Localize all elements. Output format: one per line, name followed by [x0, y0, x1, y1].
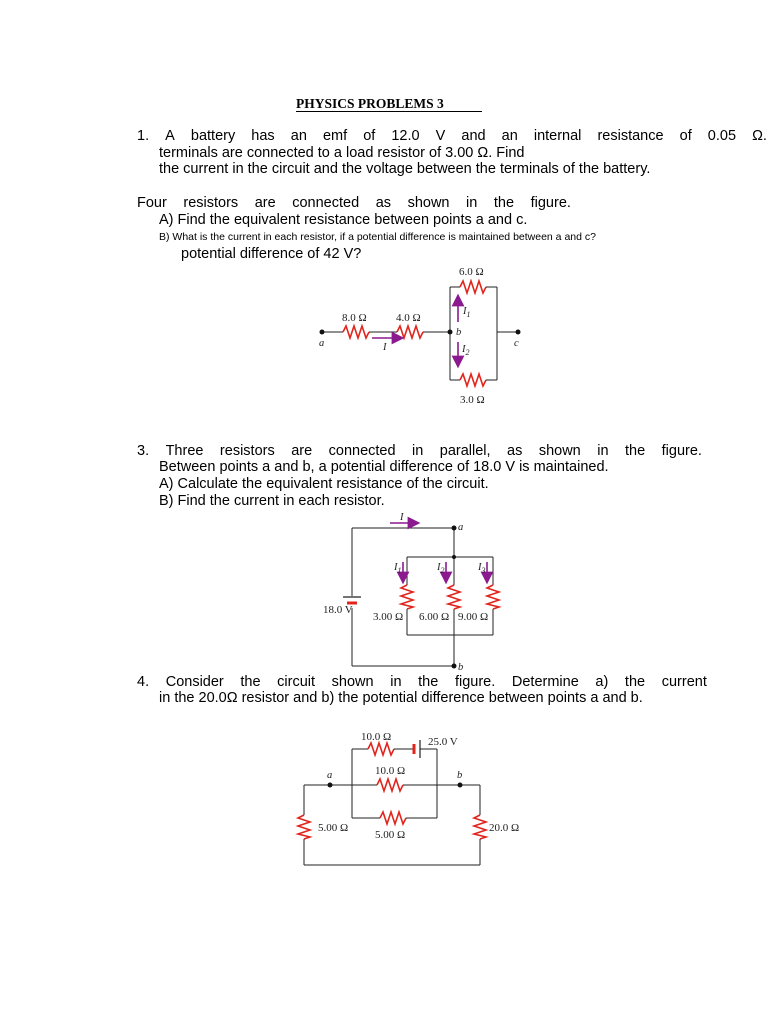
node-b: [448, 330, 453, 335]
word: current: [661, 674, 707, 690]
word: Determine: [511, 674, 579, 690]
word: emf: [322, 128, 348, 144]
word: in: [390, 674, 402, 690]
label-b: b: [456, 327, 462, 338]
label-top-10ohm: 10.0 Ω: [361, 731, 392, 743]
p2-line2: A) Find the equivalent resistance between points a and c.: [159, 212, 528, 228]
word: 4.: [137, 674, 150, 690]
label-right-20ohm: 20.0 Ω: [489, 822, 520, 834]
word: internal: [533, 128, 582, 144]
word: in: [597, 443, 609, 459]
label-I: I: [400, 512, 404, 523]
node-a: [320, 330, 325, 335]
label-8ohm: 8.0 Ω: [342, 312, 367, 324]
label-emf: 25.0 V: [428, 736, 458, 748]
word: figure.: [661, 443, 702, 459]
word: 1.: [137, 128, 150, 144]
word: are: [291, 443, 313, 459]
resistor-mid-10ohm: [377, 779, 403, 791]
word: the: [418, 674, 439, 690]
word: connected: [328, 443, 396, 459]
label-b: b: [458, 662, 464, 673]
p3-line4: B) Find the current in each resistor.: [159, 493, 385, 509]
label-a: a: [458, 522, 464, 533]
label-I: I: [383, 342, 387, 353]
label-6ohm: 6.00 Ω: [419, 611, 450, 623]
word: the: [493, 195, 515, 211]
word: are: [254, 195, 276, 211]
label-a: a: [319, 338, 325, 349]
word: has: [251, 128, 275, 144]
p4-line2: in the 20.0Ω resistor and b) the potential difference between points a and b.: [159, 690, 643, 706]
word: shown: [538, 443, 581, 459]
node-b: [452, 664, 457, 669]
resistor-bot-5ohm: [380, 812, 406, 824]
word: figure.: [454, 674, 496, 690]
word: figure.: [530, 195, 571, 211]
word: resistors: [183, 195, 239, 211]
label-a: a: [327, 770, 333, 781]
word: a): [595, 674, 609, 690]
p2-line4: potential difference of 42 V?: [181, 246, 362, 262]
word: battery: [190, 128, 236, 144]
label-I2: $I_2$: [462, 344, 470, 357]
word: Consider: [165, 674, 224, 690]
resistor-right-20ohm: [474, 815, 486, 839]
word: an: [290, 128, 307, 144]
word: resistance: [597, 128, 664, 144]
node-c: [516, 330, 521, 335]
word: Four: [137, 195, 167, 211]
label-I3: $I_3$: [478, 562, 486, 575]
word: of: [679, 128, 692, 144]
node-a: [328, 783, 333, 788]
node-a: [452, 526, 457, 531]
resistor-9ohm-parallel: [487, 585, 499, 609]
figure-four-resistors: [319, 266, 521, 406]
resistor-3ohm-parallel: [401, 585, 413, 609]
node-b: [458, 783, 463, 788]
resistor-left-5ohm: [298, 815, 310, 839]
word: in: [412, 443, 424, 459]
resistor-4ohm: [397, 326, 423, 338]
word: as: [507, 443, 523, 459]
label-6ohm: 6.0 Ω: [459, 266, 484, 278]
label-9ohm: 9.00 Ω: [458, 611, 489, 623]
label-3ohm: 3.0 Ω: [460, 394, 485, 406]
word: circuit: [277, 674, 316, 690]
p3-line3: A) Calculate the equivalent resistance of the circuit.: [159, 476, 489, 492]
label-bot-5ohm: 5.00 Ω: [375, 829, 406, 841]
label-I1: $I_1$: [463, 306, 471, 319]
label-mid-10ohm: 10.0 Ω: [375, 765, 406, 777]
label-I1: $I_1$: [394, 562, 402, 575]
word: V: [435, 128, 446, 144]
resistor-6ohm-parallel: [448, 585, 460, 609]
label-3ohm: 3.00 Ω: [373, 611, 404, 623]
label-I2: $I_2$: [437, 562, 445, 575]
label-left-5ohm: 5.00 Ω: [318, 822, 349, 834]
word: the: [240, 674, 261, 690]
word: in: [466, 195, 478, 211]
word: and: [461, 128, 486, 144]
word: resistors: [219, 443, 275, 459]
label-c: c: [514, 338, 519, 349]
figure-parallel-resistors: [323, 512, 499, 673]
page-title: PHYSICS PROBLEMS 3: [296, 96, 444, 111]
word: 12.0: [391, 128, 420, 144]
word: A: [165, 128, 175, 144]
label-emf: 18.0 V: [323, 604, 353, 616]
label-b: b: [457, 770, 463, 781]
p1-line2: terminals are connected to a load resistor of 3.00 Ω. Find: [159, 145, 525, 161]
p3-line2: Between points a and b, a potential difference of 18.0 V is maintained.: [159, 459, 609, 475]
resistor-6ohm: [460, 281, 486, 293]
label-4ohm: 4.0 Ω: [396, 312, 421, 324]
word: the: [624, 674, 646, 690]
junction-top: [452, 555, 456, 559]
p2-line3: B) What is the current in each resistor, if a potential difference is maintained between a and c?: [159, 231, 596, 243]
word: the: [624, 443, 646, 459]
figure-mixed-circuit: [298, 731, 519, 865]
p1-line3: the current in the circuit and the voltage between the terminals of the battery.: [159, 161, 651, 177]
word: parallel,: [439, 443, 491, 459]
word: 0.05: [707, 128, 737, 144]
word: of: [363, 128, 376, 144]
word: 3.: [137, 443, 150, 459]
word: Three: [165, 443, 204, 459]
resistor-top-10ohm: [368, 743, 394, 755]
word: shown: [407, 195, 450, 211]
word: Ω.: [752, 128, 767, 144]
word: shown: [331, 674, 374, 690]
resistor-3ohm: [460, 374, 486, 386]
resistor-8ohm: [343, 326, 369, 338]
word: connected: [292, 195, 360, 211]
word: an: [501, 128, 518, 144]
word: as: [375, 195, 392, 211]
